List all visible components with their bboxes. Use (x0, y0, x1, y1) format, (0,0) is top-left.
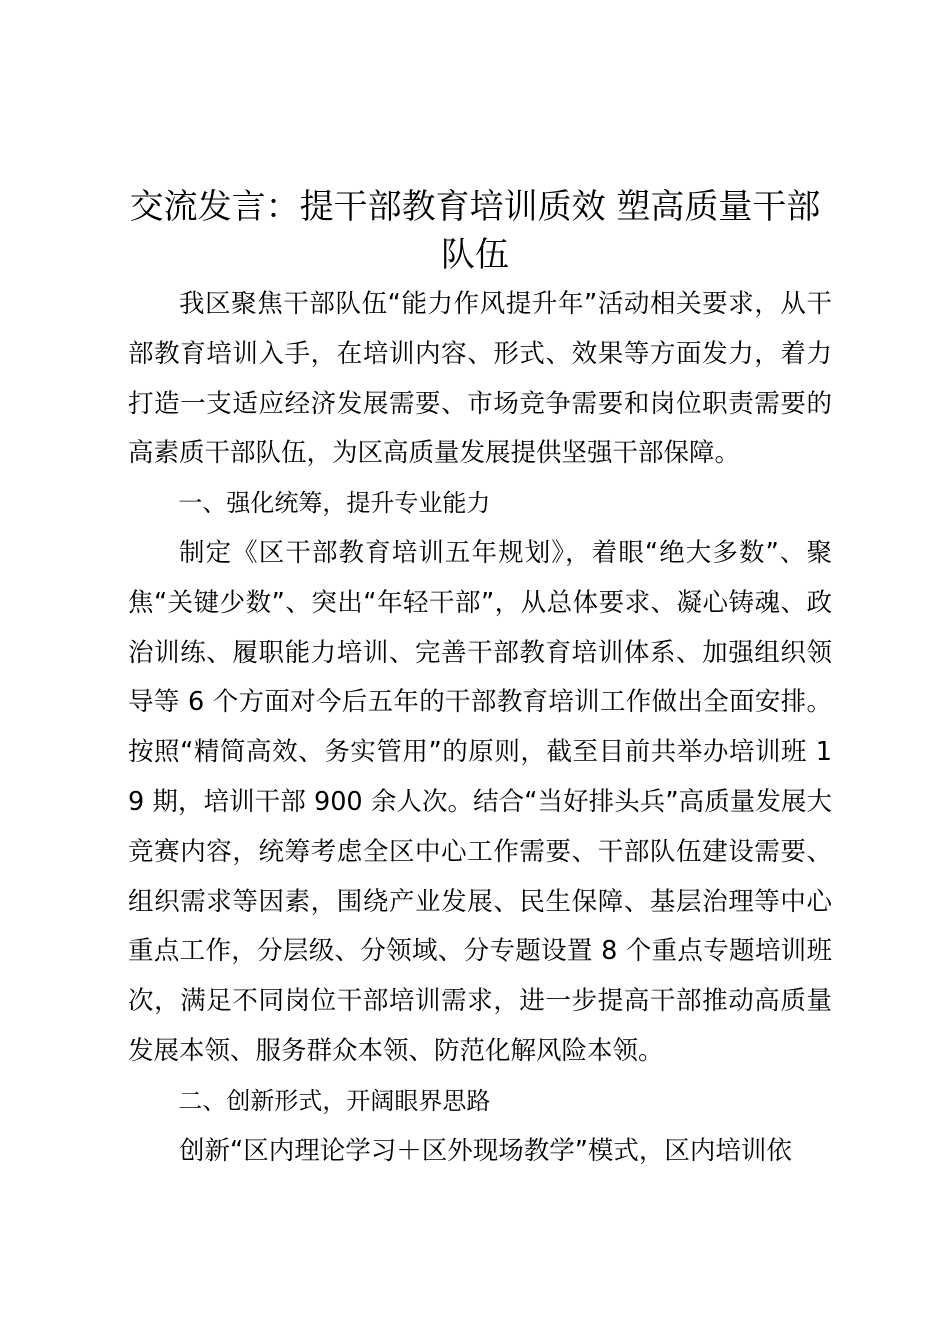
section-heading-2: 二、创新形式，开阔眼界思路 (178, 1086, 491, 1115)
section-heading-1: 一、强化统筹，提升专业能力 (178, 489, 491, 518)
intro-paragraph: 我区聚焦干部队伍“能力作风提升年”活动相关要求，从干部教育培训入手，在培训内容、形式、效果等方面发力，着力打造一支适应经济发展需要、市场竞争需要和岗位职责需要的高素质干部队伍，为区高质量发展提供坚强干部保障。 (128, 289, 832, 469)
section-1-paragraph: 制定《区干部教育培训五年规划》，着眼“绝大多数”、聚焦“关键少数”、突出“年轻干部”，从总体要求、凝心铸魂、政治训练、履职能力培训、完善干部教育培训体系、加强组织领导等 6 个方面对今后五年的干部教育培训工作做出全面安排。按照“精简高效、务实管用”的原则，截至目前共举办培训班 19 期，培训干部 900 余人次。结合“当好排头兵”高质量发展大竞赛内容，统筹考虑全区中心工作需要、干部队伍建设需要、组织需求等因素，围绕产业发展、民生保障、基层治理等中心重点工作，分层级、分领域、分专题设置 8 个重点专题培训班次，满足不同岗位干部培训需求，进一步提高干部推动高质量发展本领、服务群众本领、防范化解风险本领。 (128, 537, 832, 1066)
section-2-paragraph: 创新“区内理论学习＋区外现场教学”模式，区内培训依 (179, 1135, 792, 1166)
document-body (128, 280, 832, 1176)
document-title: 交流发言：提干部教育培训质效 塑高质量干部队伍 (129, 187, 821, 275)
